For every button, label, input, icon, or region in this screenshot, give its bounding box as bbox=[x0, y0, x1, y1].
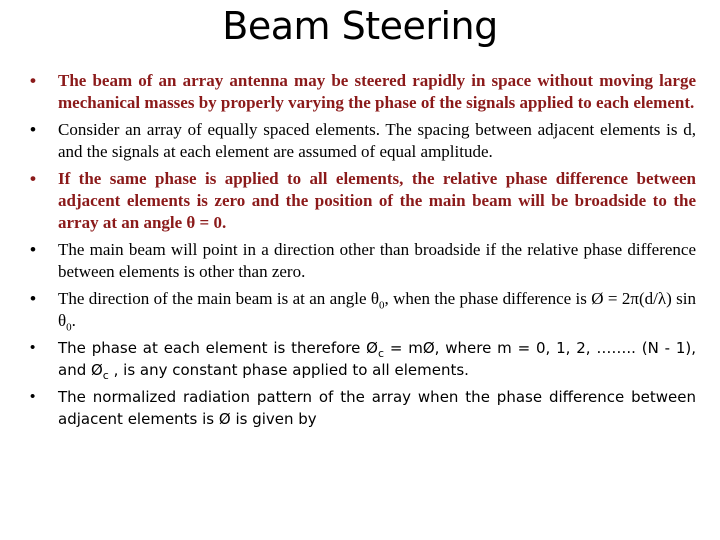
bullet-text-part: The phase at each element is therefore Ø bbox=[58, 339, 378, 357]
bullet-text: If the same phase is applied to all elements, the relative phase difference between adjacent elements is zero and the position of the main beam will be broadside to the array at an angle θ = 0. bbox=[58, 169, 696, 232]
bullet-item-7 bbox=[30, 386, 696, 430]
bullet-text-part: , when the phase difference is Ø = 2π(d/λ) sin θ bbox=[58, 289, 696, 330]
bullet-text-part: . bbox=[71, 311, 76, 330]
bullet-dot: • bbox=[30, 169, 36, 188]
slide-title: Beam Steering bbox=[222, 4, 498, 48]
bullet-text: The normalized radiation pattern of the array when the phase difference between adjacent elements is Ø is given by bbox=[58, 388, 696, 428]
bullet-dot: • bbox=[30, 71, 36, 90]
bullet-item-1 bbox=[30, 70, 696, 114]
bullet-text-part: The direction of the main beam is at an angle θ bbox=[58, 289, 380, 308]
subscript: c bbox=[102, 369, 109, 382]
subscript: 0 bbox=[379, 299, 385, 312]
bullet-dot: • bbox=[30, 388, 36, 405]
bullet-text: The main beam will point in a direction other than broadside if the relative phase difference between elements is other than zero. bbox=[58, 240, 696, 281]
bullet-text-part: , is any constant phase applied to all elements. bbox=[108, 361, 469, 379]
bullet-item-5 bbox=[30, 288, 696, 332]
bullet-list bbox=[30, 70, 696, 430]
bullet-item-6 bbox=[30, 337, 696, 381]
bullet-dot: • bbox=[30, 289, 36, 308]
bullet-dot: • bbox=[30, 120, 36, 139]
bullet-item-4 bbox=[30, 239, 696, 283]
subscript: 0 bbox=[66, 321, 72, 334]
subscript: c bbox=[378, 347, 385, 360]
bullet-text: The beam of an array antenna may be steered rapidly in space without moving large mechanical masses by properly varying the phase of the signals applied to each element. bbox=[58, 71, 696, 112]
bullet-text: Consider an array of equally spaced elements. The spacing between adjacent elements is d, and the signals at each element are assumed of equal amplitude. bbox=[58, 120, 696, 161]
bullet-text-part: = mØ, where m = 0, 1, 2, …….. (N - 1), and Ø bbox=[58, 339, 697, 379]
bullet-dot: • bbox=[30, 339, 36, 356]
bullet-item-2 bbox=[30, 119, 696, 163]
bullet-dot: • bbox=[30, 240, 36, 259]
bullet-item-3 bbox=[30, 168, 696, 234]
